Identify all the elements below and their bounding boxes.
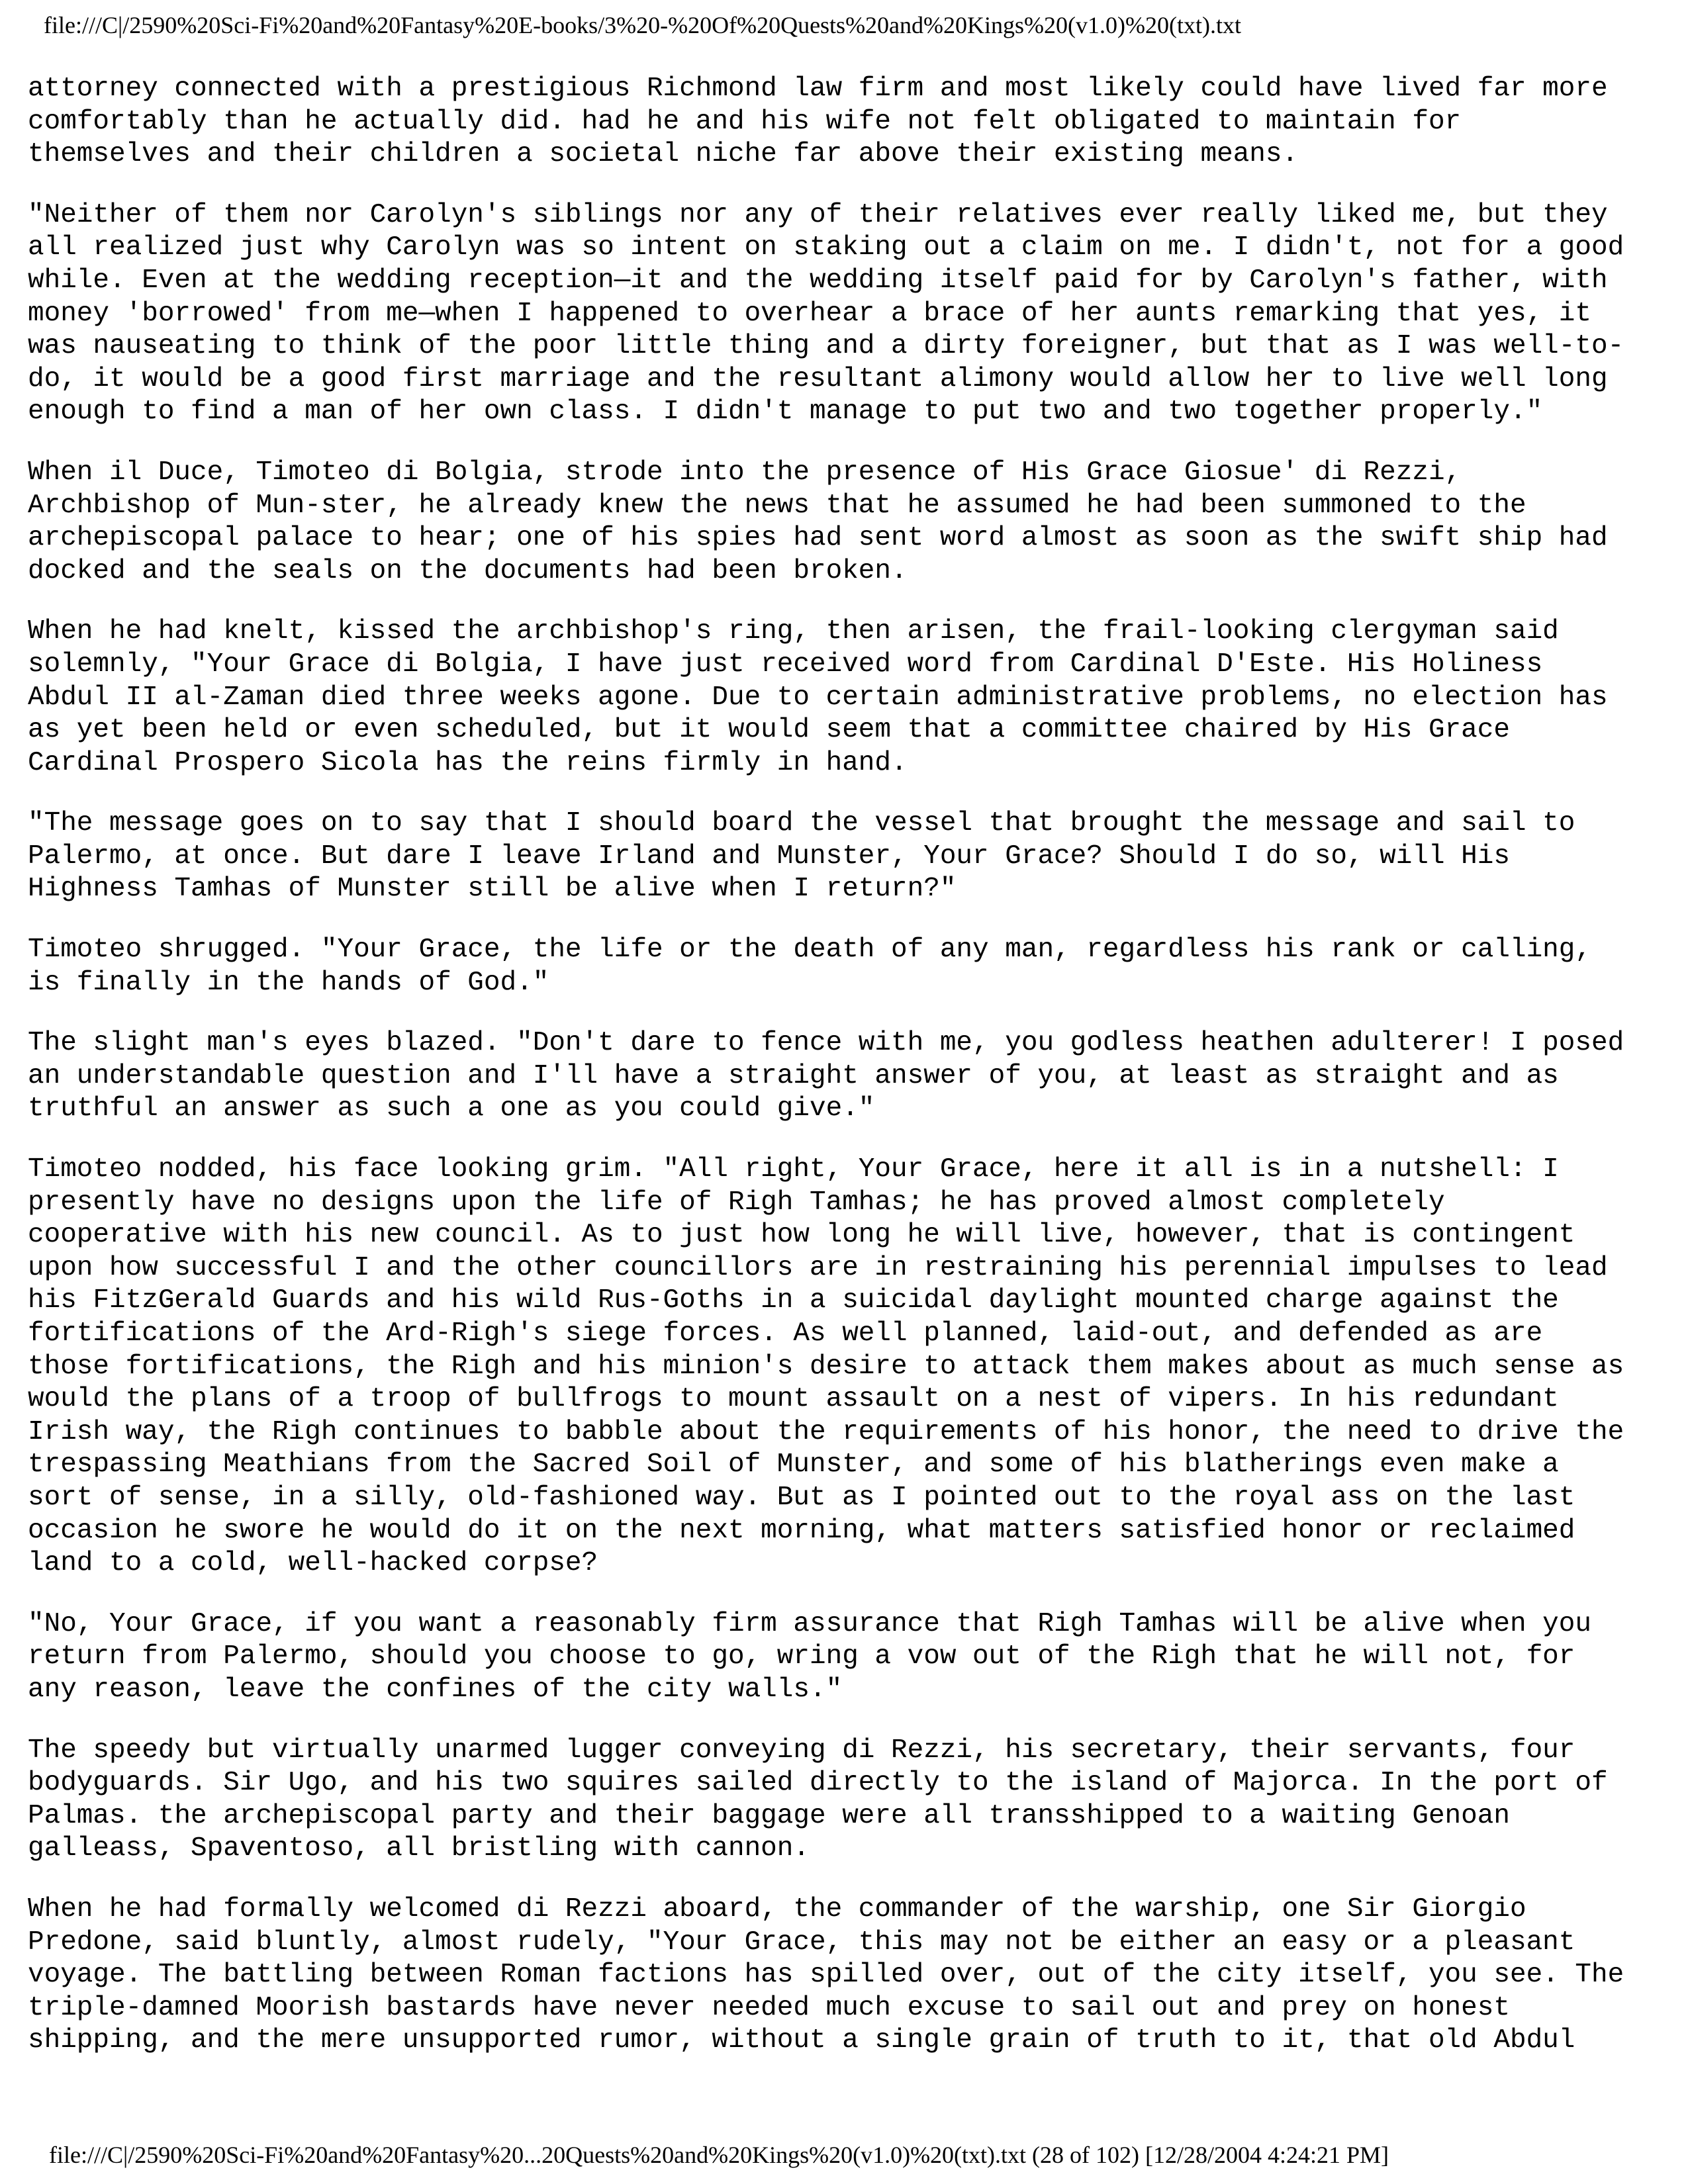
- paragraph: Timoteo nodded, his face looking grim. "All right, Your Grace, here it all is in a nutshell: I presently have no designs upon the life of Righ Tamhas; he has proved almost completely cooperative with his new council. As to just how long he will live, however, that is contingent upon how successful I and the other councillors are in restraining his perennial impulses to lead his FitzGerald Guards and his wild Rus-Goths in a suicidal daylight mounted charge against the fortifications of the Ard-Righ's siege forces. As well planned, laid-out, and defended as are those fortifications, the Righ and his minion's desire to attack them makes about as much sense as would the plans of a troop of bullfrogs to mount assault on a nest of vipers. In his redundant Irish way, the Righ continues to babble about the requirements of his honor, the need to drive the trespassing Meathians from the Sacred Soil of Munster, and some of his blatherings even make a sort of sense, in a silly, old-fashioned way. But as I pointed out to the royal ass on the last occasion he swore he would do it on the next morning, what matters satisfied honor or reclaimed land to a cold, well-hacked corpse?: [28, 1154, 1624, 1579]
- paragraph: attorney connected with a prestigious Richmond law firm and most likely could have lived far more comfortably than he actually did. had he and his wife not felt obligated to maintain for themselves and their children a societal niche far above their existing means.: [28, 73, 1608, 170]
- paragraph: The speedy but virtually unarmed lugger conveying di Rezzi, his secretary, their servants, four bodyguards. Sir Ugo, and his two squires sailed directly to the island of Majorca. In the port of Palmas. the archepiscopal party and their baggage were all transshipped to a waiting Genoan galleass, Spaventoso, all bristling with cannon.: [28, 1735, 1608, 1864]
- document-body: [28, 73, 1663, 2085]
- file-path-footer: file:///C|/2590%20Sci-Fi%20and%20Fantasy%20...20Quests%20and%20Kings%20(v1.0)%20(txt).txt (28 of 102) [12/28/2004 4:24:21 PM]: [49, 2142, 1389, 2168]
- paragraph: When il Duce, Timoteo di Bolgia, strode into the presence of His Grace Giosue' di Rezzi, Archbishop of Mun-ster, he already knew the news that he assumed he had been summoned to the archepiscopal palace to hear; one of his spies had sent word almost as soon as the swift ship had docked and the seals on the documents had been broken.: [28, 457, 1608, 586]
- paragraph: Timoteo shrugged. "Your Grace, the life or the death of any man, regardless his rank or calling, is finally in the hands of God.": [28, 934, 1591, 998]
- paragraph: When he had knelt, kissed the archbishop's ring, then arisen, the frail-looking clergyman said solemnly, "Your Grace di Bolgia, I have just received word from Cardinal D'Este. His Holiness Abdul II al-Zaman died three weeks agone. Due to certain administrative problems, no election has as yet been held or even scheduled, but it would seem that a committee chaired by His Grace Cardinal Prospero Sicola has the reins firmly in hand.: [28, 616, 1608, 778]
- paragraph: "Neither of them nor Carolyn's siblings nor any of their relatives ever really liked me, but they all realized just why Carolyn was so intent on staking out a claim on me. I didn't, not for a good while. Even at the wedding reception—it and the wedding itself paid for by Carolyn's father, with money 'borrowed' from me—when I happened to overhear a brace of her aunts remarking that yes, it was nauseating to think of the poor little thing and a dirty foreigner, but that as I was well-to- do, it would be a good first marriage and the resultant alimony would allow her to live well long enough to find a man of her own class. I didn't manage to put two and two together properly.": [28, 199, 1624, 428]
- paragraph: When he had formally welcomed di Rezzi aboard, the commander of the warship, one Sir Giorgio Predone, said bluntly, almost rudely, "Your Grace, this may not be either an easy or a pleasant voyage. The battling between Roman factions has spilled over, out of the city itself, you see. The triple-damned Moorish bastards have never needed much excuse to sail out and prey on honest shipping, and the mere unsupported rumor, without a single grain of truth to it, that old Abdul: [28, 1893, 1624, 2056]
- paragraph: "No, Your Grace, if you want a reasonably firm assurance that Righ Tamhas will be alive when you return from Palermo, should you choose to go, wring a vow out of the Righ that he will not, for any reason, leave the confines of the city walls.": [28, 1608, 1591, 1705]
- file-path-header: file:///C|/2590%20Sci-Fi%20and%20Fantasy%20E-books/3%20-%20Of%20Quests%20and%20Kings%20(v1.0)%20(txt).txt: [44, 12, 1241, 38]
- paragraph: The slight man's eyes blazed. "Don't dare to fence with me, you godless heathen adulterer! I posed an understandable question and I'll have a straight answer of you, at least as straight and as truthful an answer as such a one as you could give.": [28, 1028, 1624, 1124]
- paragraph: "The message goes on to say that I should board the vessel that brought the message and sail to Palermo, at once. But dare I leave Irland and Munster, Your Grace? Should I do so, will His Highness Tamhas of Munster still be alive when I return?": [28, 808, 1575, 905]
